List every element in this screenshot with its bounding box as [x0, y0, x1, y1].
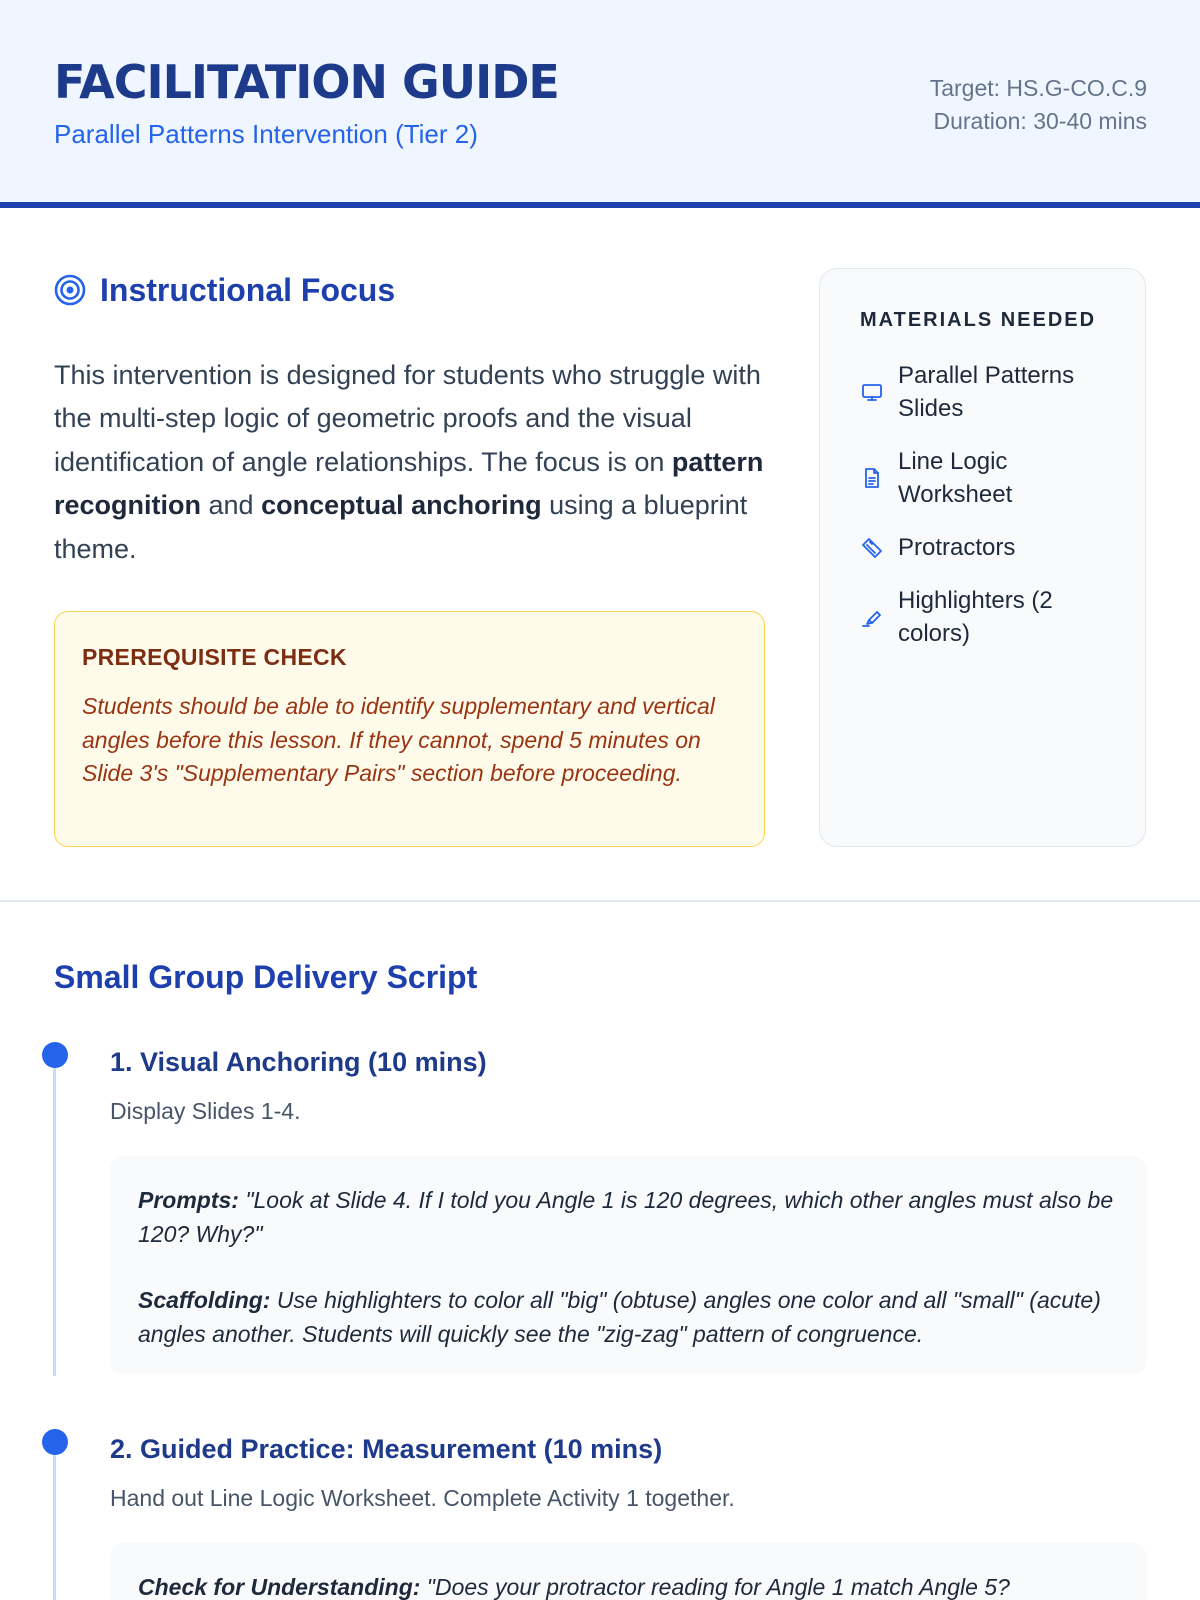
step-notes-box	[110, 1156, 1147, 1374]
page-subtitle: Parallel Patterns Intervention (Tier 2)	[54, 119, 478, 149]
prerequisite-body: Students should be able to identify supplementary and vertical angles before this lesson. If they cannot, spend 5 minutes on Slide 3's "Supplementary Pairs" section before proceeding.	[82, 693, 715, 786]
materials-title: MATERIALS NEEDED	[860, 309, 1097, 331]
delivery-script-heading: Small Group Delivery Script	[54, 959, 478, 995]
materials-panel	[819, 268, 1146, 847]
presentation-icon	[860, 380, 884, 404]
step-title: 2. Guided Practice: Measurement (10 mins)	[110, 1434, 663, 1464]
material-item	[860, 584, 1120, 650]
material-item	[860, 359, 1120, 425]
material-label: Protractors	[898, 534, 1016, 561]
material-label: Parallel Patterns Slides	[898, 362, 1075, 422]
target-icon	[54, 274, 86, 306]
section-title: Instructional Focus	[100, 272, 396, 308]
timeline-dot	[42, 1042, 68, 1068]
step-description: Hand out Line Logic Worksheet. Complete Activity 1 together.	[110, 1485, 735, 1511]
material-label: Highlighters (2 colors)	[898, 587, 1053, 647]
target-standard: Target: HS.G-CO.C.9	[929, 75, 1147, 101]
timeline-dot	[42, 1429, 68, 1455]
prompts-text: Prompts: "Look at Slide 4. If I told you Angle 1 is 120 degrees, which other angles must also be 120? Why?"	[138, 1187, 1114, 1247]
prerequisite-callout	[54, 611, 765, 847]
material-item	[860, 445, 1120, 511]
scaffolding-label: Scaffolding:	[138, 1287, 271, 1313]
ruler-icon	[860, 536, 884, 560]
material-label: Line Logic Worksheet	[898, 448, 1013, 508]
section-divider	[0, 900, 1200, 902]
prerequisite-title: PREREQUISITE CHECK	[82, 644, 347, 670]
step-title: 1. Visual Anchoring (10 mins)	[110, 1047, 487, 1077]
check-label: Check for Understanding:	[138, 1574, 421, 1600]
prompts-label: Prompts:	[138, 1187, 239, 1213]
emphasis-pattern-recognition: pattern recognition	[54, 446, 764, 521]
step-notes-box	[110, 1543, 1147, 1600]
scaffolding-text: Scaffolding: Use highlighters to color all "big" (obtuse) angles one color and all "small" (acute) angles another. Students will quickly see the "zig-zag" pattern of congruence.	[138, 1287, 1101, 1347]
emphasis-conceptual-anchoring: conceptual anchoring	[261, 490, 542, 521]
document-icon	[860, 466, 884, 490]
highlighter-icon	[860, 605, 884, 629]
check-for-understanding-text: Check for Understanding: "Does your protractor reading for Angle 1 match Angle 5?	[138, 1574, 1010, 1600]
timeline-line	[53, 1056, 56, 1376]
material-item	[860, 531, 1120, 564]
duration: Duration: 30-40 mins	[933, 108, 1147, 134]
instructional-focus-heading	[54, 270, 395, 310]
focus-description: This intervention is designed for students who struggle with the multi-step logic of geometric proofs and the visual identification of angle relationships. The focus is on pattern recognition and conceptual anchoring using a blueprint theme.	[54, 360, 764, 564]
step-description: Display Slides 1-4.	[110, 1098, 301, 1124]
header-meta	[930, 72, 1147, 138]
page-title: FACILITATION GUIDE	[54, 55, 559, 109]
timeline-line	[53, 1443, 56, 1600]
page-header	[0, 0, 1200, 208]
